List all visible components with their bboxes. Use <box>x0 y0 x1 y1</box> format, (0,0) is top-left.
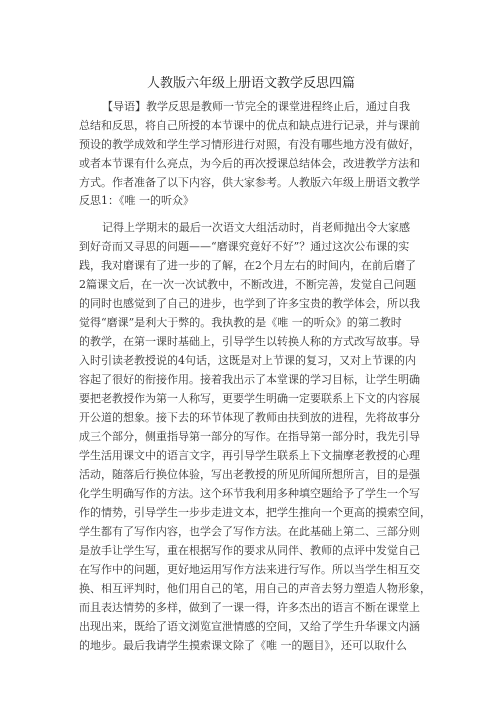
body-line: 学生活用课文中的语言文字，再引导学生联系上下文揣摩老教授的心理 <box>79 449 420 462</box>
body-line: 的教学，在第一课时基础上，引导学生以转换人称的方式改写故事。导 <box>79 335 420 348</box>
body-line: 是放手让学生写，重在根据写作的要求从同伴、教师的点评中发觉自己 <box>79 544 420 557</box>
body-line: 的同时也感觉到了自己的进步，也学到了许多宝贵的教学体会，所以我 <box>79 297 420 310</box>
body-line: 出现出来，既给了语文浏览宣泄情感的空间，又给了学生升华课文内涵 <box>79 620 420 633</box>
body-line: 成三个部分，侧重指导第一部分的写作。在指导第一部分时，我先引导 <box>79 430 420 443</box>
intro-line: 方式。作者准备了以下内容，供大家参考。人教版六年级上册语文教学 <box>79 176 420 189</box>
body-line: 化学生明确写作的方法。这个环节我利用多种填空题给予了学生一个写 <box>79 487 420 500</box>
body-line: 开公道的想象。接下去的环节体现了教师由扶到放的进程，先将故事分 <box>79 411 420 424</box>
body-line: 2篇课文后，在一次一次试教中，不断改进，不断完善，发觉自己问题 <box>79 278 416 291</box>
body-line: 活动，随落后行换位体验，写出老教授的所见所闻所想所言，目的是强 <box>79 468 420 481</box>
body-line: 的地步。最后我请学生摸索课文除了《唯 一的题目》，还可以取什么 <box>79 639 407 652</box>
body-line: 作的情势，引导学生一步步走进文本，把学生推向一个更高的摸索空间， <box>79 506 431 519</box>
intro-line: 【导语】教学反思是教师一节完全的课堂进程终止后，通过自我 <box>102 100 410 113</box>
body-line: 在写作中的问题，更好地运用写作方法来进行写作。所以当学生相互交 <box>79 563 420 576</box>
body-line: 到好奇而又寻思的问题——“磨课究竟好不好”？通过这次公布课的实 <box>79 240 410 253</box>
body-line: 换、相互评判时，他们用自己的笔，用自己的声音去努力塑造人物形象， <box>79 582 431 595</box>
body-line: 觉得“磨课”是利大于弊的。我执教的是《唯 一的听众》的第二教时 <box>79 316 402 329</box>
document-title: 人教版六年级上册语文教学反思四篇 <box>146 76 355 91</box>
intro-line: 或者本节课有什么亮点，为今后的再次授课总结体会，改进教学方法和 <box>79 157 420 170</box>
intro-line: 总结和反思，将自己所授的本节课中的优点和缺点进行记录，并与课前 <box>79 119 420 132</box>
body-line: 记得上学期末的最后一次语文大组活动时，肖老师抛出令大家感 <box>102 221 410 234</box>
intro-line: 反思1：《唯 一的听众》 <box>79 194 194 207</box>
body-line: 入时引读老教授说的4句话，这既是对上节课的复习，又对上节课的内 <box>79 354 416 367</box>
body-line: 要把老教授作为第一人称写，更要学生明确一定要联系上下文的内容展 <box>79 392 420 405</box>
body-line: 学生都有了写作内容，也学会了写作方法。在此基础上第二、三部分则 <box>79 525 420 538</box>
body-line: 而且表达情势的多样，做到了一课一得，许多杰出的语言不断在课堂上 <box>79 601 420 614</box>
intro-line: 预设的教学成效和学生学习情形进行对照，有没有哪些地方没有做好， <box>79 138 420 151</box>
body-line: 容起了很好的衔接作用。接着我出示了本堂课的学习目标，让学生明确 <box>79 373 420 386</box>
body-line: 践，我对磨课有了进一步的了解，在2个月左右的时间内，在前后磨了 <box>79 259 416 272</box>
